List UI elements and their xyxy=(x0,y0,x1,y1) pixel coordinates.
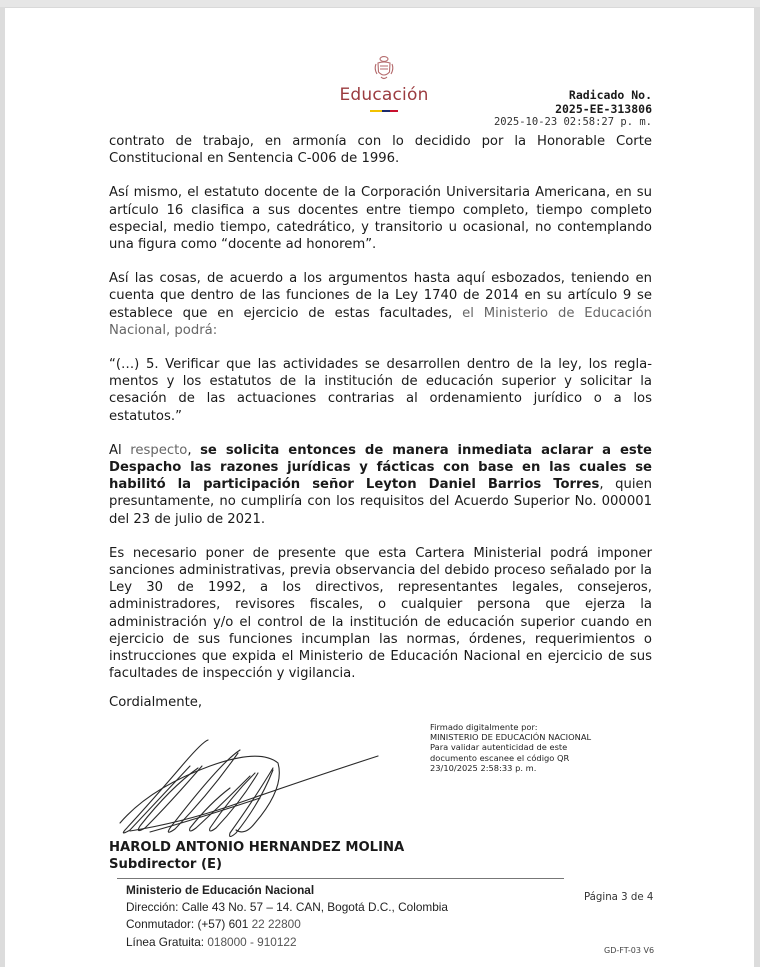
flag-stripe xyxy=(338,110,430,112)
footer-divider xyxy=(117,878,564,879)
signer-name: HAROLD ANTONIO HERNANDEZ MOLINA xyxy=(109,840,405,855)
paragraph-4 xyxy=(109,442,652,528)
footer-contact xyxy=(126,882,448,951)
radicado-date: 2025-10-23 02:58:27 p. m. xyxy=(493,116,652,128)
paragraph-4-rest: , quien presuntamente, no cumpliría con los requisitos del Acuerdo Superior No. 000001 del 23 de julio de 2021. xyxy=(109,477,652,527)
paragraph-3-ministry: el Ministerio de Educación Nacional, podrá: xyxy=(109,305,652,338)
digital-line-2: MINISTERIO DE EDUCACIÓN NACIONAL xyxy=(430,732,592,743)
legal-quote: “(…) 5. Verificar que las actividades se desarrollen dentro de la ley, los regla-mentos y los estatutos de la institución de educación superior y solicitar la cesación de las actuaciones contrarias al ordenamiento jurídico o a los estatutos.” xyxy=(109,357,652,424)
footer-address: Dirección: Calle 43 No. 57 – 14. CAN, Bogotá D.C., Colombia xyxy=(126,900,448,915)
flag-yellow xyxy=(370,110,382,112)
closing: Cordialmente, xyxy=(109,695,203,710)
page-number: Página 3 de 4 xyxy=(584,892,654,903)
logo-text: Educación xyxy=(339,85,429,105)
footer-tollfree xyxy=(126,934,448,951)
window-top-border xyxy=(0,0,760,8)
paragraph-3 xyxy=(109,270,652,339)
flag-blue xyxy=(382,110,390,112)
radicado-label: Radicado No. xyxy=(568,88,652,102)
coat-of-arms-icon xyxy=(373,55,395,83)
scrollbar[interactable] xyxy=(754,7,760,967)
paragraph-2: Así mismo, el estatuto docente de la Corporación Universitaria Americana, en su artículo 16 clasifica a sus docentes entre tiempo completo, tiempo completo especial, medio tiempo, catedrático, y transitorio u ocasional, no contemplando una figura como “docente ad honorem”. xyxy=(109,185,652,253)
letter-body xyxy=(109,133,652,682)
digital-line-3: Para validar autenticidad de este xyxy=(430,742,568,753)
signer-block xyxy=(109,839,404,873)
digital-line-1: Firmado digitalmente por: xyxy=(430,722,538,732)
handwritten-signature xyxy=(110,728,390,840)
footer-phone-label: Conmutador: (+57) 601 xyxy=(126,917,252,932)
digital-line-4: documento escanee el código QR xyxy=(430,752,570,763)
ministry-logo xyxy=(338,55,430,112)
footer-org: Ministerio de Educación Nacional xyxy=(126,883,315,897)
footer-phone xyxy=(126,916,448,933)
footer-phone-value: 22 22800 xyxy=(251,917,301,932)
radicado-block xyxy=(494,88,652,129)
digital-signature-notice xyxy=(430,722,591,773)
paragraph-4-comma: , xyxy=(187,442,201,458)
radicado-number: 2025-EE-313806 xyxy=(555,102,652,116)
paragraph-4-request: se solicita entonces de manera inmediata aclarar a este Despacho las razones jurídicas y fácticas con base en las cuales se habilitó la participación señor Leyton Daniel Barrios Torres xyxy=(109,442,652,493)
paragraph-3-text: Así las cosas, de acuerdo a los argumentos hasta aquí esbozados, teniendo en cuenta que dentro de las funciones de la Ley 1740 de 2014 en su artículo 9 se establece que en ejercicio de estas facultades, xyxy=(109,271,652,321)
paragraph-1: contrato de trabajo, en armonía con lo decidido por la Honorable Corte Constitucional en Sentencia C-006 de 1996. xyxy=(109,134,652,167)
flag-red xyxy=(390,110,398,112)
digital-line-5: 23/10/2025 2:58:33 p. m. xyxy=(430,762,537,773)
paragraph-4-intro-gray: respecto xyxy=(130,442,188,458)
footer-tollfree-value: 018000 - 910122 xyxy=(207,934,297,949)
paragraph-5: Es necesario poner de presente que esta Cartera Ministerial podrá imponer sanciones administrativas, previa observancia del debido proceso señalado por la Ley 30 de 1992, a los directivos, representantes legales, consejeros, administradores, revisores fiscales, o cualquier persona que ejerza la administración y/o el control de la institución de educación superior cuando en ejercicio de sus funciones incumplan las normas, órdenes, requerimientos o instrucciones que expida el Ministerio de Educación Nacional en ejercicio de sus facultades de inspección y vigilancia. xyxy=(109,545,652,682)
form-code: GD-FT-03 V6 xyxy=(604,946,655,955)
paragraph-4-intro: Al xyxy=(109,442,131,458)
footer-tollfree-label: Línea Gratuita: xyxy=(126,934,208,949)
signer-title: Subdirector (E) xyxy=(109,857,223,872)
